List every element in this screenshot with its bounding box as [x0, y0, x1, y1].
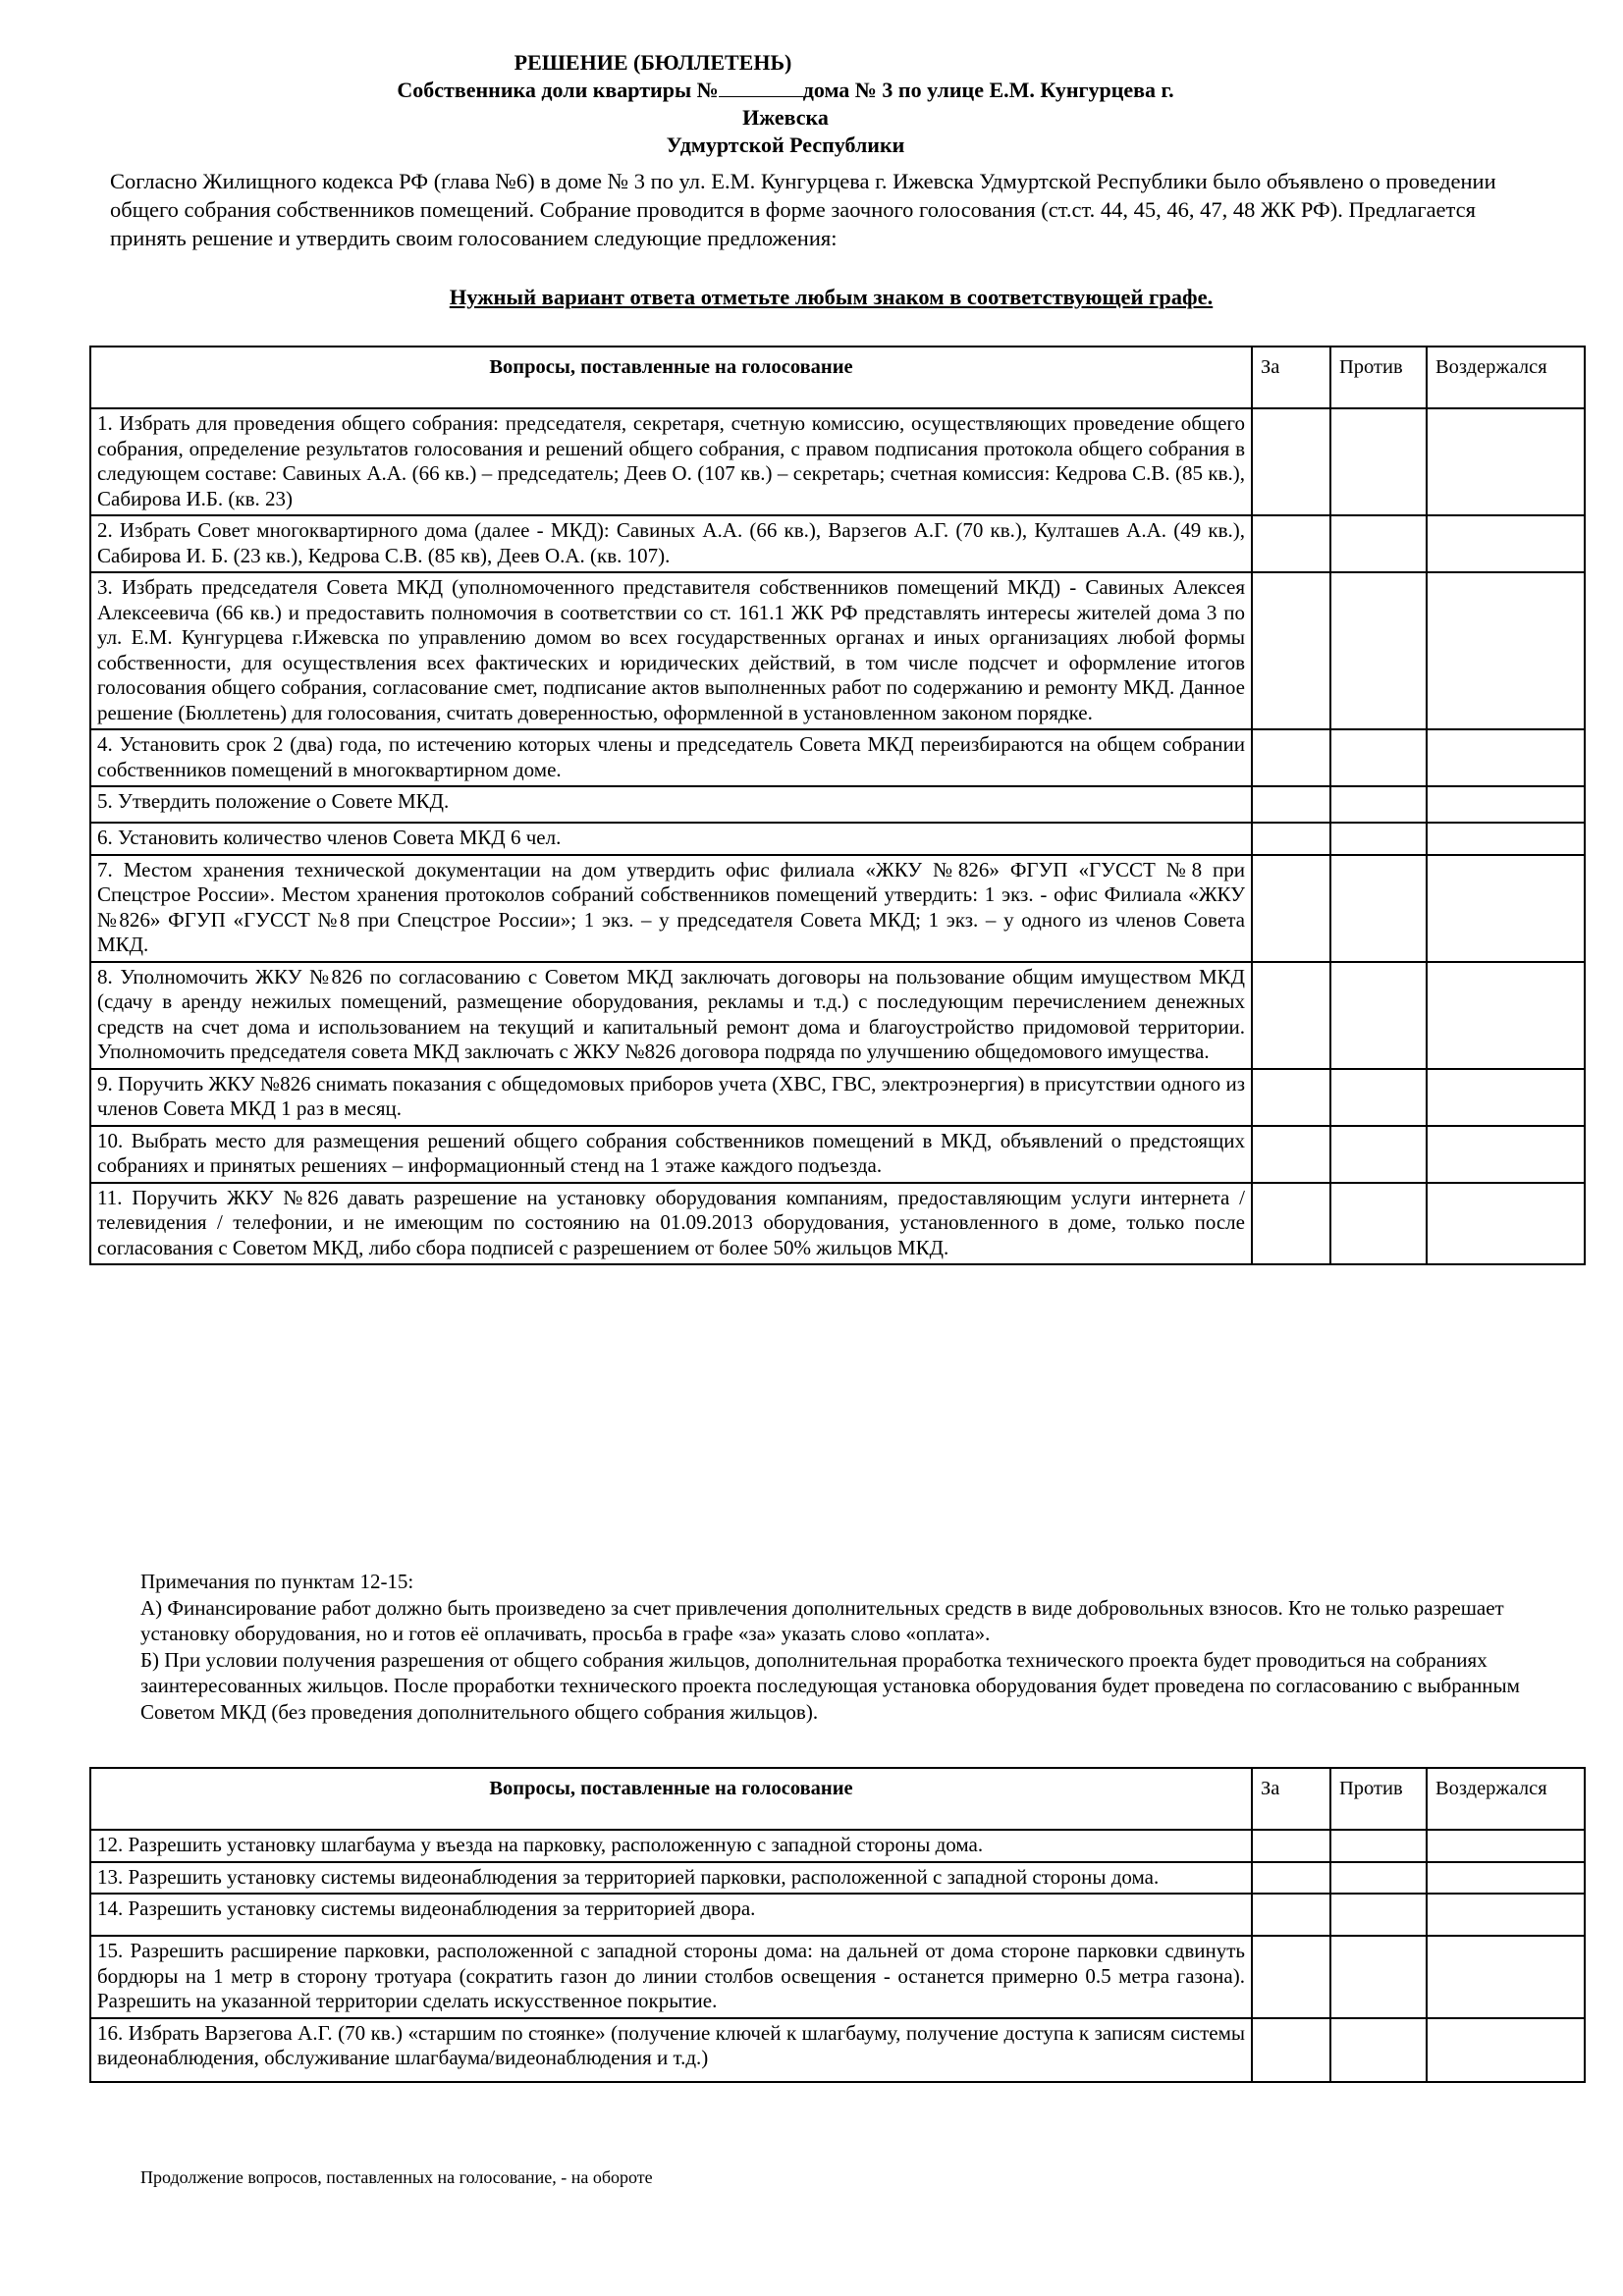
continuation-note: Продолжение вопросов, поставленных на голосование, - на обороте	[140, 2167, 653, 2187]
table-row	[90, 823, 1585, 855]
vote-cell-protiv[interactable]	[1330, 855, 1427, 962]
document-subtitle-line2: Удмуртской Республики	[666, 133, 905, 157]
vote-cell-protiv[interactable]	[1330, 1069, 1427, 1126]
vote-cell-protiv[interactable]	[1330, 729, 1427, 786]
question-text: 11. Поручить ЖКУ №826 давать разрешение на установку оборудования компаниям, предоставляющим услуги интернета / телевидения / телефонии, и не имеющим по состоянию на 01.09.2013 оборудования, установленного в доме, только после согласования с Советом МКД, либо сбора подписей с разрешением от более 50% жильцов МКД.	[90, 1183, 1252, 1265]
vote-cell-za[interactable]	[1252, 1894, 1330, 1936]
header-vozderzhalsya: Воздержался	[1427, 347, 1585, 408]
vote-cell-vozderzhalsya[interactable]	[1427, 1830, 1585, 1862]
document-title: РЕШЕНИЕ (БЮЛЛЕТЕНЬ)	[514, 50, 792, 75]
vote-cell-za[interactable]	[1252, 962, 1330, 1069]
question-text: 1. Избрать для проведения общего собрания: председателя, секретаря, счетную комиссию, осуществляющих проведение общего собрания, определение результатов голосования и решений общего собрания, с правом подписания протокола общего собрания в следующем составе: Савиных А.А. (66 кв.) – председатель; Деев О. (107 кв.) – секретарь; счетная комиссия: Кедрова С.В. (85 кв.), Сабирова И.Б. (кв. 23)	[90, 408, 1252, 515]
vote-cell-za[interactable]	[1252, 572, 1330, 729]
vote-cell-vozderzhalsya[interactable]	[1427, 515, 1585, 572]
header-vozderzhalsya: Воздержался	[1427, 1768, 1585, 1830]
vote-cell-protiv[interactable]	[1330, 1126, 1427, 1183]
table-row	[90, 786, 1585, 823]
header-question: Вопросы, поставленные на голосование	[90, 1768, 1252, 1830]
table-row	[90, 1830, 1585, 1862]
table-header-row	[90, 347, 1585, 408]
table-row	[90, 1126, 1585, 1183]
vote-cell-za[interactable]	[1252, 786, 1330, 823]
header-za: За	[1252, 347, 1330, 408]
voting-table-part2	[89, 1767, 1586, 2083]
vote-cell-za[interactable]	[1252, 1126, 1330, 1183]
subtitle-prefix: Собственника доли квартиры №	[397, 78, 719, 102]
vote-cell-vozderzhalsya[interactable]	[1427, 1183, 1585, 1265]
vote-cell-vozderzhalsya[interactable]	[1427, 408, 1585, 515]
question-text: 8. Уполномочить ЖКУ №826 по согласованию с Советом МКД заключать договоры на пользование общим имуществом МКД (сдачу в аренду нежилых помещений, размещение оборудования, рекламы и т.д.) с последующим перечислением денежных средств на счет дома и использованием на текущий и капитальный ремонт дома и благоустройство придомовой территории. Уполномочить председателя совета МКД заключать с ЖКУ №826 договора подряда по улучшению общедомового имущества.	[90, 962, 1252, 1069]
table-row	[90, 572, 1585, 729]
vote-cell-protiv[interactable]	[1330, 2018, 1427, 2082]
vote-cell-za[interactable]	[1252, 729, 1330, 786]
header-za: За	[1252, 1768, 1330, 1830]
vote-cell-vozderzhalsya[interactable]	[1427, 729, 1585, 786]
table-row	[90, 515, 1585, 572]
question-text: 9. Поручить ЖКУ №826 снимать показания с общедомовых приборов учета (ХВС, ГВС, электроэнергия) в присутствии одного из членов Совета МКД 1 раз в месяц.	[90, 1069, 1252, 1126]
vote-cell-protiv[interactable]	[1330, 962, 1427, 1069]
question-text: 7. Местом хранения технической документации на дом утвердить офис филиала «ЖКУ №826» ФГУП «ГУССТ №8 при Спецстрое России». Местом хранения протоколов собраний собственников помещений утвердить: 1 экз. - офис Филиала «ЖКУ №826» ФГУП «ГУССТ №8 при Спецстрое России»; 1 экз. – у председателя Совета МКД; 1 экз. – у одного из членов Совета МКД.	[90, 855, 1252, 962]
vote-cell-protiv[interactable]	[1330, 1894, 1427, 1936]
notes-block	[140, 1569, 1554, 1725]
question-text: 3. Избрать председателя Совета МКД (уполномоченного представителя собственников помещений МКД) - Савиных Алексея Алексеевича (66 кв.) и предоставить полномочия в соответствии со ст. 161.1 ЖК РФ представлять интересы жителей дома 3 по ул. Е.М. Кунгурцева г.Ижевска по управлению домом во всех государственных органах и иных организациях любой формы собственности, для осуществления всех фактических и юридических действий, в том числе подсчет и оформление итогов голосования общего собрания, согласование смет, подписание актов выполненных работ по содержанию и ремонту МКД. Данное решение (Бюллетень) для голосования, считать доверенностью, оформленной в установленном законом порядке.	[90, 572, 1252, 729]
vote-cell-vozderzhalsya[interactable]	[1427, 962, 1585, 1069]
question-text: 4. Установить срок 2 (два) года, по истечению которых члены и председатель Совета МКД переизбираются на общем собрании собственников помещений в многоквартирном доме.	[90, 729, 1252, 786]
table-row	[90, 2018, 1585, 2082]
vote-cell-vozderzhalsya[interactable]	[1427, 1936, 1585, 2018]
vote-cell-vozderzhalsya[interactable]	[1427, 572, 1585, 729]
question-text: 15. Разрешить расширение парковки, расположенной с западной стороны дома: на дальней от дома стороне парковки сдвинуть бордюры на 1 метр в сторону тротуара (сократить газон до линии столбов освещения - останется примерно 0.5 метра газона). Разрешить на указанной территории сделать искусственное покрытие.	[90, 1936, 1252, 2018]
vote-cell-za[interactable]	[1252, 1830, 1330, 1862]
subtitle-suffix: дома № 3 по улице Е.М. Кунгурцева г. Ижевска	[742, 78, 1174, 130]
vote-cell-vozderzhalsya[interactable]	[1427, 1126, 1585, 1183]
question-text: 6. Установить количество членов Совета МКД 6 чел.	[90, 823, 1252, 855]
table-row	[90, 855, 1585, 962]
table-row	[90, 962, 1585, 1069]
vote-cell-protiv[interactable]	[1330, 515, 1427, 572]
apartment-number-field[interactable]	[719, 79, 803, 97]
vote-cell-za[interactable]	[1252, 1936, 1330, 2018]
vote-cell-vozderzhalsya[interactable]	[1427, 1069, 1585, 1126]
table-row	[90, 1894, 1585, 1936]
voting-table-part1	[89, 346, 1586, 1265]
vote-cell-protiv[interactable]	[1330, 1862, 1427, 1895]
vote-cell-za[interactable]	[1252, 408, 1330, 515]
table-row	[90, 1862, 1585, 1895]
vote-cell-protiv[interactable]	[1330, 572, 1427, 729]
voting-instruction: Нужный вариант ответа отметьте любым знаком в соответствующей графе.	[449, 285, 1214, 309]
vote-cell-za[interactable]	[1252, 1862, 1330, 1895]
question-text: 16. Избрать Варзегова А.Г. (70 кв.) «старшим по стоянке» (получение ключей к шлагбауму, получение доступа к записям системы видеонаблюдения, обслуживание шлагбаума/видеонаблюдения и т.д.)	[90, 2018, 1252, 2082]
question-text: 10. Выбрать место для размещения решений общего собрания собственников помещений в МКД, объявлений о предстоящих собраниях и принятых решениях – информационный стенд на 1 этаже каждого подъезда.	[90, 1126, 1252, 1183]
intro-paragraph: Согласно Жилищного кодекса РФ (глава №6) в доме № 3 по ул. Е.М. Кунгурцева г. Ижевска Удмуртской Республики было объявлено о проведении общего собрания собственников помещений. Собрание проводится в форме заочного голосования (ст.ст. 44, 45, 46, 47, 48 ЖК РФ). Предлагается принять решение и утвердить своим голосованием следующие предложения:	[110, 169, 1496, 250]
table-row	[90, 1069, 1585, 1126]
vote-cell-vozderzhalsya[interactable]	[1427, 2018, 1585, 2082]
question-text: 2. Избрать Совет многоквартирного дома (далее - МКД): Савиных А.А. (66 кв.), Варзегов А.Г. (70 кв.), Култашев А.А. (49 кв.), Сабирова И. Б. (23 кв.), Кедрова С.В. (85 кв), Деев О.А. (кв. 107).	[90, 515, 1252, 572]
header-protiv: Против	[1330, 347, 1427, 408]
vote-cell-za[interactable]	[1252, 855, 1330, 962]
vote-cell-protiv[interactable]	[1330, 408, 1427, 515]
table-row	[90, 1936, 1585, 2018]
vote-cell-protiv[interactable]	[1330, 786, 1427, 823]
vote-cell-protiv[interactable]	[1330, 1830, 1427, 1862]
vote-cell-za[interactable]	[1252, 2018, 1330, 2082]
header-question: Вопросы, поставленные на голосование	[90, 347, 1252, 408]
vote-cell-vozderzhalsya[interactable]	[1427, 1862, 1585, 1895]
vote-cell-vozderzhalsya[interactable]	[1427, 1894, 1585, 1936]
table-header-row	[90, 1768, 1585, 1830]
question-text: 12. Разрешить установку шлагбаума у въезда на парковку, расположенную с западной стороны дома.	[90, 1830, 1252, 1862]
question-text: 13. Разрешить установку системы видеонаблюдения за территорией парковки, расположенной с западной стороны дома.	[90, 1862, 1252, 1895]
notes-item-b: Б) При условии получения разрешения от общего собрания жильцов, дополнительная проработка технического проекта будет проводиться на собраниях заинтересованных жильцов. После проработки технического проекта последующая установка оборудования будет проведена по согласованию с выбранным Советом МКД (без проведения дополнительного общего собрания жильцов).	[140, 1647, 1520, 1724]
vote-cell-za[interactable]	[1252, 823, 1330, 855]
document-header	[0, 49, 1623, 159]
vote-cell-vozderzhalsya[interactable]	[1427, 786, 1585, 823]
table-row	[90, 729, 1585, 786]
vote-cell-protiv[interactable]	[1330, 1183, 1427, 1265]
vote-cell-za[interactable]	[1252, 1069, 1330, 1126]
table-row	[90, 408, 1585, 515]
vote-cell-za[interactable]	[1252, 515, 1330, 572]
header-protiv: Против	[1330, 1768, 1427, 1830]
notes-item-a: А) Финансирование работ должно быть произведено за счет привлечения дополнительных средств в виде добровольных взносов. Кто не только разрешает установку оборудования, но и готов её оплачивать, просьба в графе «за» указать слово «оплата».	[140, 1595, 1504, 1645]
vote-cell-protiv[interactable]	[1330, 823, 1427, 855]
vote-cell-vozderzhalsya[interactable]	[1427, 823, 1585, 855]
notes-title: Примечания по пунктам 12-15:	[140, 1570, 414, 1593]
vote-cell-vozderzhalsya[interactable]	[1427, 855, 1585, 962]
question-text: 14. Разрешить установку системы видеонаблюдения за территорией двора.	[90, 1894, 1252, 1936]
document-subtitle	[393, 77, 1178, 132]
table-row	[90, 1183, 1585, 1265]
question-text: 5. Утвердить положение о Совете МКД.	[90, 786, 1252, 823]
vote-cell-protiv[interactable]	[1330, 1936, 1427, 2018]
vote-cell-za[interactable]	[1252, 1183, 1330, 1265]
